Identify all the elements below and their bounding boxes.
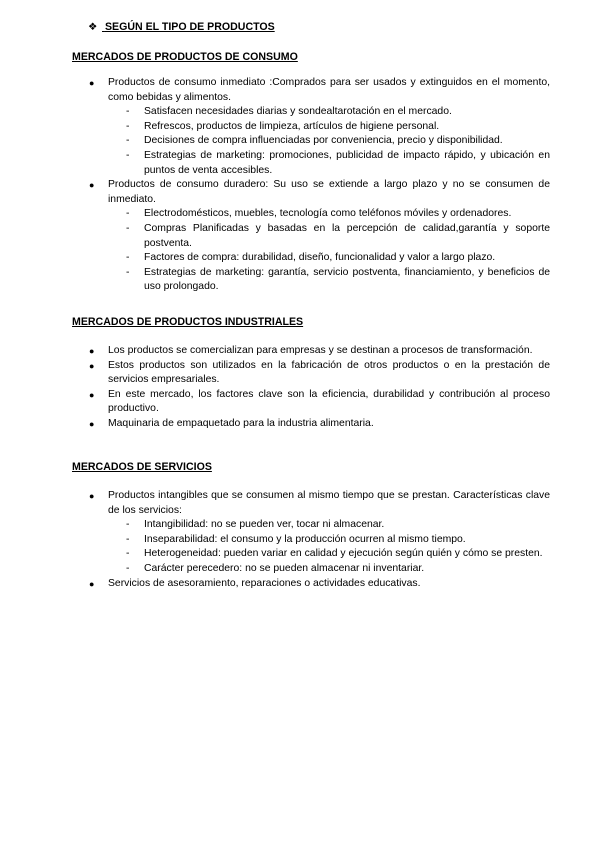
- sub-list-item: [108, 134, 550, 149]
- dash-icon: -: [126, 548, 130, 560]
- section-industriales: [72, 315, 550, 432]
- sub-list-item-text: Factores de compra: durabilidad, diseño, funcionalidad y valor a largo plazo.: [144, 252, 496, 264]
- dash-icon: -: [126, 266, 130, 278]
- dash-icon: -: [126, 149, 130, 161]
- sub-list-item-text: Decisiones de compra influenciadas por conveniencia, precio y disponibilidad.: [144, 135, 503, 147]
- sub-list-item: [108, 149, 550, 178]
- list-item: [72, 489, 550, 577]
- sub-list-item: [108, 533, 550, 548]
- sub-list-item: [108, 251, 550, 266]
- section-heading-servicios: MERCADOS DE SERVICIOS: [72, 461, 212, 473]
- list-item: [72, 178, 550, 295]
- servicios-list: [72, 489, 550, 591]
- sub-list-item-text: Satisfacen necesidades diarias y sondealtarotación en el mercado.: [144, 106, 452, 118]
- list-item-text: Productos intangibles que se consumen al mismo tiempo que se prestan. Características clave de los servicios:: [108, 490, 550, 516]
- dash-icon: -: [126, 519, 130, 531]
- dash-icon: -: [126, 106, 130, 118]
- sub-list-item: [108, 120, 550, 135]
- sub-list-item: [108, 222, 550, 251]
- sub-list: [108, 105, 550, 178]
- list-item: [72, 359, 550, 388]
- bullet-dot-icon: ●: [89, 180, 95, 191]
- list-item-text: En este mercado, los factores clave son la eficiencia, durabilidad y contribución al proceso productivo.: [108, 388, 550, 415]
- sub-list-item: [108, 547, 550, 562]
- list-item: [72, 417, 550, 432]
- sub-list-item-text: Heterogeneidad: pueden variar en calidad y ejecución según quién y cómo se presten.: [144, 548, 543, 560]
- sub-list-item-text: Electrodomésticos, muebles, tecnología como teléfonos móviles y ordenadores.: [144, 208, 512, 220]
- list-item-text: Estos productos son utilizados en la fabricación de otros productos o en la prestación de servicios empresariales.: [108, 359, 550, 386]
- document-title-text: SEGÚN EL TIPO DE PRODUCTOS: [104, 21, 275, 33]
- dash-icon: -: [126, 120, 130, 132]
- sub-list-item: [108, 105, 550, 120]
- bullet-dot-icon: ●: [89, 491, 95, 501]
- list-item-text: Maquinaria de empaquetado para la industria alimentaria.: [108, 417, 374, 429]
- list-item-text: Servicios de asesoramiento, reparaciones o actividades educativas.: [108, 577, 421, 589]
- sub-list-item-text: Carácter perecedero: no se pueden almacenar ni inventariar.: [144, 562, 425, 574]
- bullet-dot-icon: ●: [89, 578, 95, 589]
- sub-list-item-text: Refrescos, productos de limpieza, artículos de higiene personal.: [144, 120, 440, 132]
- dash-icon: -: [126, 222, 130, 234]
- sub-list-item-text: Estrategias de marketing: garantía, servicio postventa, financiamiento, y beneficios de uso prolongado.: [144, 266, 550, 293]
- industriales-list: [72, 344, 550, 432]
- list-item: [72, 76, 550, 178]
- sub-list-item: [108, 562, 550, 577]
- bullet-dot-icon: ●: [89, 78, 95, 88]
- sub-list: [108, 518, 550, 576]
- dash-icon: -: [126, 135, 130, 147]
- bullet-dot-icon: ●: [89, 418, 95, 429]
- list-item-text: Los productos se comercializan para empresas y se destinan a procesos de transformación.: [108, 345, 533, 356]
- sub-list-item: [108, 266, 550, 295]
- dash-icon: -: [126, 533, 130, 545]
- list-item-text: Productos de consumo inmediato :Comprados para ser usados y extinguidos en el momento, como bebidas y alimentos.: [108, 77, 550, 103]
- list-item: [72, 577, 550, 592]
- list-item: [72, 388, 550, 417]
- document-title: [88, 21, 275, 33]
- sub-list-item-text: Estrategias de marketing: promociones, publicidad de impacto rápido, y ubicación en puntos de venta accesibles.: [144, 149, 550, 176]
- section-consumo: [72, 50, 550, 295]
- section-servicios: [72, 460, 550, 591]
- sub-list-item-text: Inseparabilidad: el consumo y la producción ocurren al mismo tiempo.: [144, 533, 466, 545]
- dash-icon: -: [126, 208, 130, 220]
- sub-list: [108, 207, 550, 295]
- diamond-bullet-icon: ❖: [88, 21, 98, 33]
- sub-list-item: [108, 518, 550, 533]
- consumo-list: [72, 76, 550, 295]
- bullet-dot-icon: ●: [89, 389, 95, 400]
- bullet-dot-icon: ●: [89, 360, 95, 371]
- sub-list-item-text: Compras Planificadas y basadas en la percepción de calidad,garantía y soporte postventa.: [144, 222, 550, 249]
- dash-icon: -: [126, 252, 130, 264]
- section-heading-consumo: MERCADOS DE PRODUCTOS DE CONSUMO: [72, 51, 298, 63]
- section-heading-industriales: MERCADOS DE PRODUCTOS INDUSTRIALES: [72, 316, 304, 328]
- list-item-text: Productos de consumo duradero: Su uso se extiende a largo plazo y no se consumen de inmediato.: [108, 179, 550, 205]
- list-item: [72, 344, 550, 359]
- bullet-dot-icon: ●: [89, 346, 95, 356]
- sub-list-item: [108, 207, 550, 222]
- dash-icon: -: [126, 562, 130, 574]
- sub-list-item-text: Intangibilidad: no se pueden ver, tocar ni almacenar.: [144, 519, 385, 531]
